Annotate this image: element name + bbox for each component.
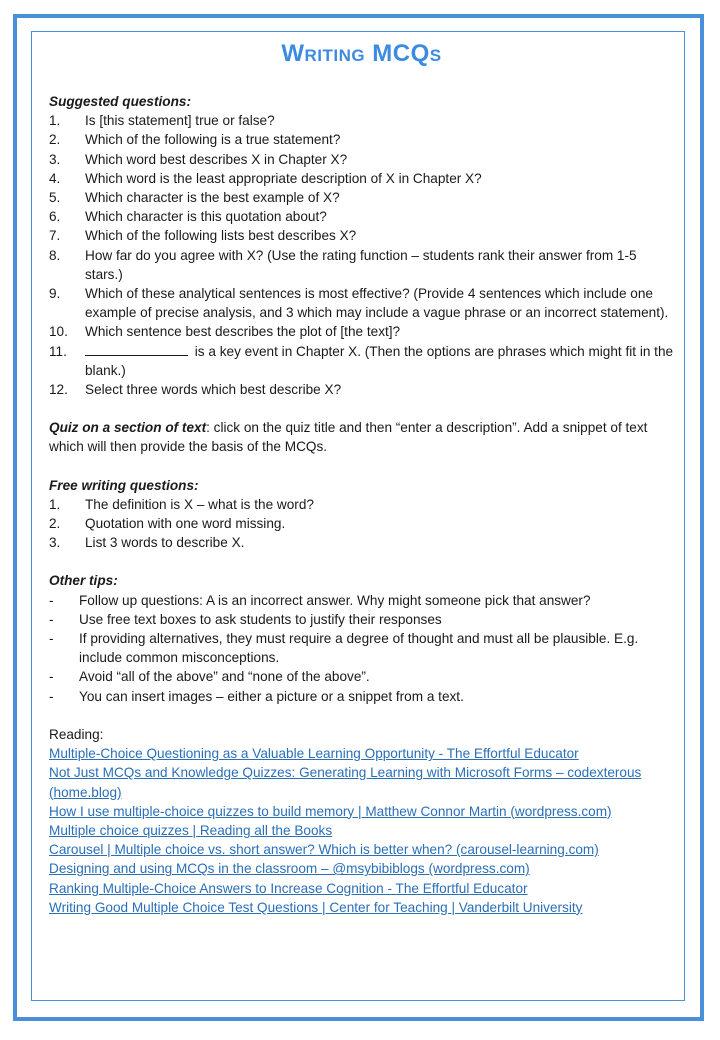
reading-link[interactable]: Not Just MCQs and Knowledge Quizzes: Generating Learning with Microsoft Forms – codexterous (home.blog) bbox=[49, 765, 642, 800]
item-number: 3. bbox=[49, 535, 61, 551]
item-text: Is [this statement] true or false? bbox=[85, 113, 275, 129]
reading-link[interactable]: Multiple-Choice Questioning as a Valuable Learning Opportunity - The Effortful Educator bbox=[49, 746, 579, 762]
tips-heading: Other tips: bbox=[49, 573, 118, 589]
item-text: Which of the following is a true statement? bbox=[85, 132, 341, 148]
reading-link[interactable]: Designing and using MCQs in the classroom – @msybibiblogs (wordpress.com) bbox=[49, 861, 530, 877]
list-item bbox=[49, 610, 674, 629]
suggested-list bbox=[49, 111, 674, 399]
list-item bbox=[49, 130, 674, 149]
list-item bbox=[49, 514, 674, 533]
item-number: 5. bbox=[49, 190, 61, 206]
tips-list bbox=[49, 591, 674, 706]
item-number: 8. bbox=[49, 247, 61, 263]
item-text: Which character is this quotation about? bbox=[85, 209, 327, 225]
item-text: Quotation with one word missing. bbox=[85, 516, 286, 532]
item-text: Which word is the least appropriate description of X in Chapter X? bbox=[85, 170, 482, 186]
list-item bbox=[49, 207, 674, 226]
item-number: 12. bbox=[49, 382, 68, 398]
list-item bbox=[49, 380, 674, 399]
item-number: 1. bbox=[49, 496, 61, 512]
document-content bbox=[49, 40, 674, 917]
suggested-heading: Suggested questions: bbox=[49, 94, 191, 109]
reading-link[interactable]: How I use multiple-choice quizzes to build memory | Matthew Connor Martin (wordpress.com) bbox=[49, 803, 612, 819]
item-text-with-blank bbox=[85, 342, 674, 380]
bullet: - bbox=[49, 688, 54, 704]
item-text: Avoid “all of the above” and “none of the above”. bbox=[79, 669, 370, 685]
list-item bbox=[49, 188, 674, 207]
list-item bbox=[49, 629, 674, 667]
item-text: Select three words which best describe X? bbox=[85, 382, 342, 398]
quiz-text: : click on the quiz title and then “enter a description”. Add a snippet of text which will then provide the basis of the MCQs. bbox=[49, 420, 648, 455]
item-text: Which of the following lists best describes X? bbox=[85, 228, 357, 244]
spacer bbox=[49, 706, 674, 725]
list-item bbox=[49, 150, 674, 169]
reading-links bbox=[49, 744, 674, 917]
item-number: 3. bbox=[49, 151, 61, 167]
reading-link[interactable]: Ranking Multiple-Choice Answers to Increase Cognition - The Effortful Educator bbox=[49, 880, 528, 896]
item-number: 9. bbox=[49, 286, 61, 302]
blank-line bbox=[85, 342, 188, 356]
list-item bbox=[49, 495, 674, 514]
bullet: - bbox=[49, 631, 54, 647]
item-text: The definition is X – what is the word? bbox=[85, 496, 314, 512]
item-text: How far do you agree with X? (Use the rating function – students rank their answer from 1-5 stars.) bbox=[85, 247, 637, 282]
list-item bbox=[49, 246, 674, 284]
item-text: Use free text boxes to ask students to justify their responses bbox=[79, 611, 442, 627]
bullet: - bbox=[49, 592, 54, 608]
item-number: 4. bbox=[49, 170, 61, 186]
item-number: 10. bbox=[49, 324, 68, 340]
list-item bbox=[49, 169, 674, 188]
item-number: 7. bbox=[49, 228, 61, 244]
list-item bbox=[49, 226, 674, 245]
item-number: 1. bbox=[49, 113, 61, 129]
item-text: is a key event in Chapter X. (Then the options are phrases which might fit in the blank.) bbox=[85, 343, 674, 378]
quiz-paragraph bbox=[49, 418, 674, 456]
quiz-label: Quiz on a section of text bbox=[49, 420, 207, 436]
list-item bbox=[49, 322, 674, 341]
item-text: Which of these analytical sentences is most effective? (Provide 4 sentences which include one example of precise analysis, and 3 which may include a vague phrase or an incorrect statement). bbox=[85, 286, 669, 321]
list-item bbox=[49, 111, 674, 130]
item-number: 2. bbox=[49, 516, 61, 532]
free-heading: Free writing questions: bbox=[49, 477, 199, 493]
item-number: 11. bbox=[49, 343, 67, 359]
item-text: Which sentence best describes the plot of [the text]? bbox=[85, 324, 401, 340]
page-title: Writing MCQs bbox=[281, 40, 442, 67]
item-text: You can insert images – either a picture or a snippet from a text. bbox=[79, 688, 464, 704]
bullet: - bbox=[49, 669, 54, 685]
item-number: 2. bbox=[49, 132, 61, 148]
free-list bbox=[49, 495, 674, 553]
list-item bbox=[49, 284, 674, 322]
item-text: Which word best describes X in Chapter X? bbox=[85, 151, 348, 167]
reading-link[interactable]: Multiple choice quizzes | Reading all the Books bbox=[49, 822, 333, 838]
reading-link[interactable]: Writing Good Multiple Choice Test Questions | Center for Teaching | Vanderbilt University bbox=[49, 899, 583, 915]
item-text: Follow up questions: A is an incorrect answer. Why might someone pick that answer? bbox=[79, 592, 591, 608]
item-text: Which character is the best example of X? bbox=[85, 190, 340, 206]
spacer bbox=[49, 552, 674, 571]
bullet: - bbox=[49, 611, 54, 627]
list-item bbox=[49, 667, 674, 686]
list-item bbox=[49, 533, 674, 552]
list-item bbox=[49, 687, 674, 706]
list-item bbox=[49, 342, 674, 380]
item-text: If providing alternatives, they must require a degree of thought and must all be plausible. E.g. include common misconceptions. bbox=[79, 631, 639, 666]
reading-heading: Reading: bbox=[49, 726, 104, 742]
spacer bbox=[49, 399, 674, 418]
list-item bbox=[49, 591, 674, 610]
item-number: 6. bbox=[49, 209, 61, 225]
spacer bbox=[49, 457, 674, 476]
reading-link[interactable]: Carousel | Multiple choice vs. short answer? Which is better when? (carousel-learning.com) bbox=[49, 842, 599, 858]
item-text: List 3 words to describe X. bbox=[85, 535, 245, 551]
